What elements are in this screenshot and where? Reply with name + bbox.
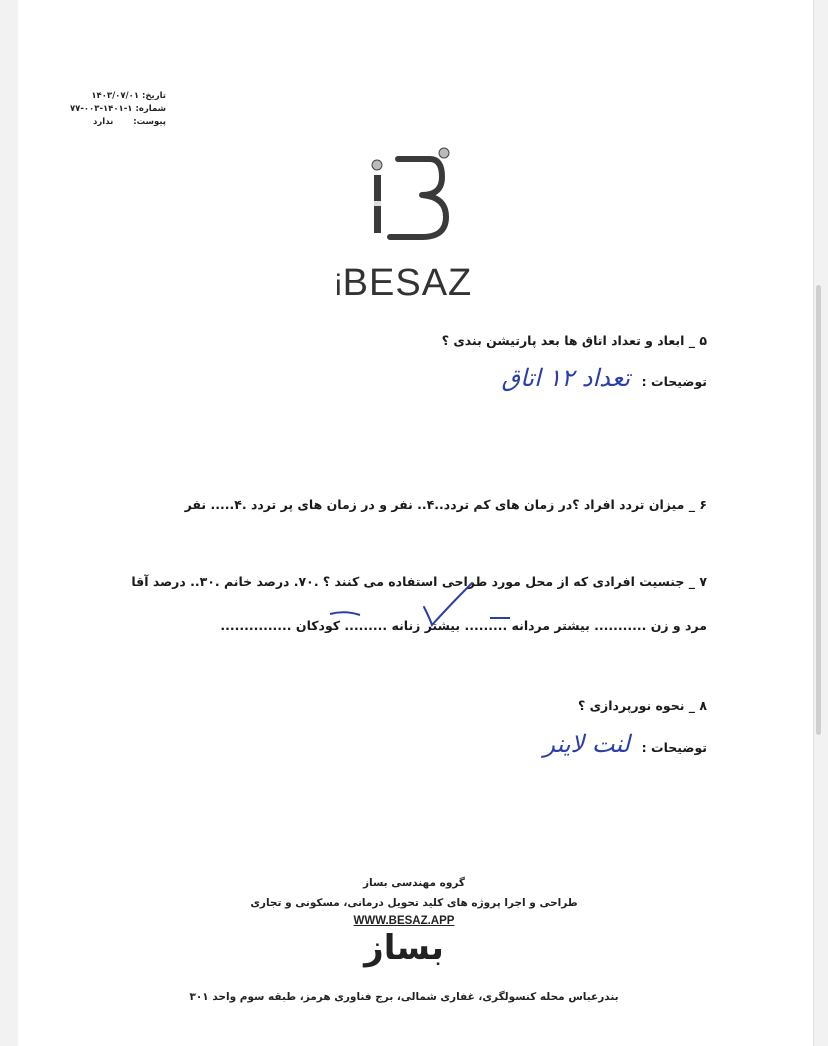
page-edge <box>813 0 814 1046</box>
logo-wordmark: iBESAZ <box>335 262 473 304</box>
date-value: ۱۴۰۳/۰۷/۰۱ <box>91 91 140 101</box>
attachment-line <box>93 116 166 128</box>
date-line <box>91 90 166 102</box>
scrollbar[interactable] <box>816 285 821 735</box>
date-label: تاریخ: <box>142 91 166 101</box>
q5-desc-label: توضیحات : <box>641 374 707 389</box>
q5-handwritten-answer: تعداد ۱۲ اتاق <box>501 364 630 392</box>
footer-tagline: طراحی و اجرا پروژه های کلید تحویل درمانی، مسکونی و تجاری <box>250 897 578 909</box>
question-7-line1: ۷ _ جنسیت افرادی که از محل مورد طراحی استفاده می کنند ؟ .۷۰. درصد خانم .۳۰.. درصد آقا <box>131 574 707 589</box>
footer-address: بندرعباس محله کنسولگری، غفاری شمالی، برج فناوری هرمز، طبقه سوم واحد ۳۰۱ <box>189 991 619 1003</box>
wordmark-i-mark: i <box>335 269 343 302</box>
number-line <box>70 103 166 115</box>
q8-handwritten-answer: لنت لاینر <box>543 730 630 758</box>
question-7-line2: مرد و زن ........... بیشتر مردانه ......... بیشتر زنانه ......... کودکان ............... <box>220 618 707 633</box>
q8-desc-label: توضیحات : <box>641 740 707 755</box>
number-label: شماره: <box>135 104 166 114</box>
number-value: ۱-۱۴۰۱-۰۰۳-۷۷ <box>69 104 133 114</box>
question-5: ۵ _ ابعاد و تعداد اتاق ها بعد پارتیشن بندی ؟ <box>441 333 707 348</box>
pen-dash-marks <box>320 608 540 628</box>
footer-company: گروه مهندسی بساز <box>362 877 466 889</box>
attachment-value: ندارد <box>93 117 114 127</box>
question-6: ۶ _ میزان تردد افراد ؟در زمان های کم تردد..۴.. نفر و در زمان های پر تردد .۴..... نفر <box>184 497 707 512</box>
footer-brand-mark: بساز <box>364 928 444 968</box>
footer-website[interactable]: WWW.BESAZ.APP <box>353 915 455 927</box>
attachment-label: پیوست: <box>133 117 166 127</box>
question-8: ۸ _ نحوه نورپردازی ؟ <box>577 698 707 713</box>
besaz-logo-icon <box>360 145 460 245</box>
